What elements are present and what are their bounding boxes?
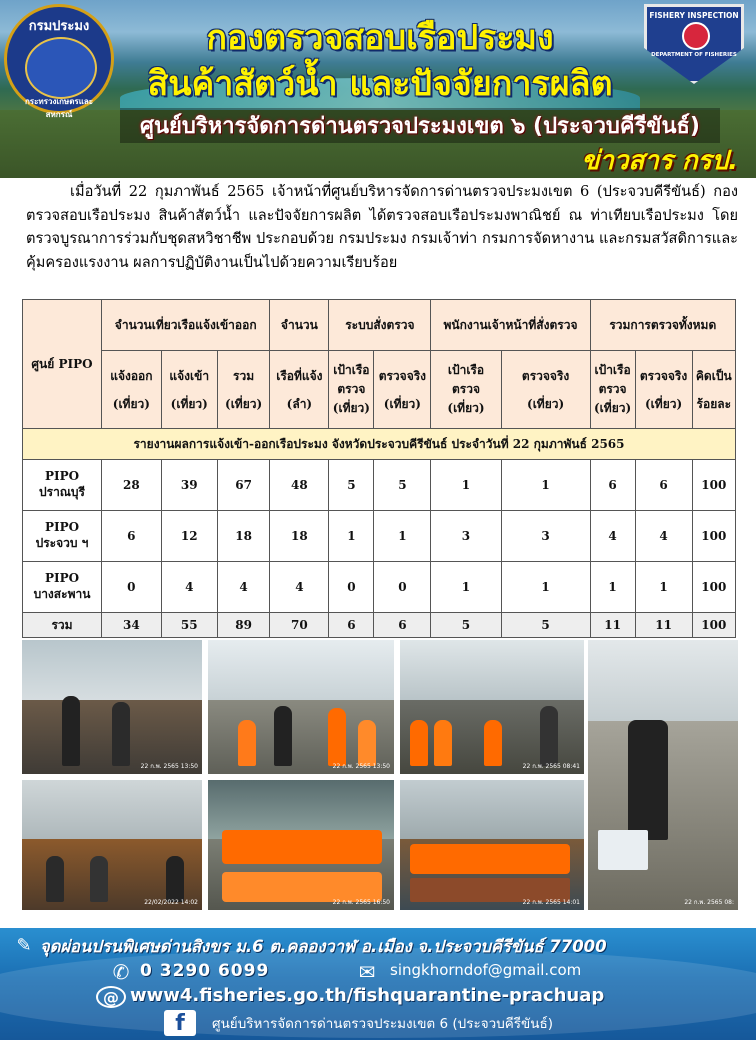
col-in: แจ้งเข้า (เที่ยว) <box>161 351 217 429</box>
cell: 6 <box>102 511 162 562</box>
photo-stamp: 22 ก.พ. 2565 08: <box>684 899 734 906</box>
photo-stamp: 22 ก.พ. 2565 08:41 <box>522 763 580 770</box>
cell: 100 <box>692 460 735 511</box>
logo-right-top-text: FISHERY INSPECTION <box>649 11 739 20</box>
table-row <box>23 562 736 613</box>
table-sum-row <box>23 613 736 638</box>
cell: 5 <box>374 460 431 511</box>
facebook-icon: f <box>164 1010 196 1036</box>
header-banner <box>0 0 756 178</box>
cell: 100 <box>692 511 735 562</box>
logo-left-subtext: กระทรวงเกษตรและสหกรณ์ <box>24 97 94 119</box>
anchor-icon <box>682 22 710 50</box>
row-center: PIPO ประจวบ ฯ <box>23 511 102 562</box>
address-text: จุดผ่อนปรนพิเศษด่านสิงขร ม.6 ต.คลองวาฬ อ.เมือง จ.ประจวบคีรีขันธ์ 77000 <box>40 937 607 956</box>
table-title: รายงานผลการแจ้งเข้า-ออกเรือประมง จังหวัดประจวบคีรีขันธ์ ประจำวันที่ 22 กุมภาพันธ์ 2565 <box>23 429 736 460</box>
cell: 1 <box>431 562 501 613</box>
cell: 39 <box>161 460 217 511</box>
cell: 1 <box>501 562 590 613</box>
cell: 3 <box>501 511 590 562</box>
group-trips: จำนวนเที่ยวเรือแจ้งเข้าออก <box>102 300 270 351</box>
photo <box>588 640 738 910</box>
cell: 11 <box>635 613 692 638</box>
col-staff-target: เป้าเรือ ตรวจ (เที่ยว) <box>431 351 501 429</box>
report-table <box>22 299 736 638</box>
photo <box>22 780 202 910</box>
photo-stamp: 22 ก.พ. 2565 13:50 <box>140 763 198 770</box>
sum-label: รวม <box>23 613 102 638</box>
cell: 1 <box>374 511 431 562</box>
website-link[interactable]: www4.fisheries.go.th/fishquarantine-prachuap <box>130 985 605 1006</box>
news-paragraph: เมื่อวันที่ 22 กุมภาพันธ์ 2565 เจ้าหน้าที่ศูนย์บริหารจัดการด่านตรวจประมงเขต 6 (ประจวบคีรีขันธ์) กองตรวจสอบเรือประมง สินค้าสัตว์น้ำ และปัจจัยการผลิต ได้ตรวจสอบเรือประมงพาณิชย์ ณ ท่าเทียบเรือประมง โดยตรวจบูรณาการร่วมกับชุดสหวิชาชีพ ประกอบด้วย กรมประมง กรมเจ้าท่า กรมการจัดหางาน และกรมสวัสดิการและคุ้มครองแรงงาน ผลการปฏิบัติงานเป็นไปด้วยความเรียบร้อย <box>26 183 738 271</box>
cell: 5 <box>329 460 374 511</box>
cell: 5 <box>431 613 501 638</box>
map-pin-icon: ✎ <box>16 934 32 956</box>
group-order: ระบบสั่งตรวจ <box>329 300 431 351</box>
cell: 1 <box>329 511 374 562</box>
cell: 0 <box>329 562 374 613</box>
cell: 0 <box>102 562 162 613</box>
cell: 34 <box>102 613 162 638</box>
cell: 4 <box>270 562 329 613</box>
title-line-2: สินค้าสัตว์น้ำ และปัจจัยการผลิต <box>147 64 613 104</box>
cell: 18 <box>270 511 329 562</box>
col-out: แจ้งออก (เที่ยว) <box>102 351 162 429</box>
cell: 5 <box>501 613 590 638</box>
title-line-3: ศูนย์บริหารจัดการด่านตรวจประมงเขต ๖ (ประจวบคีรีขันธ์) <box>120 108 720 143</box>
group-count: จำนวน <box>270 300 329 351</box>
table-row <box>23 460 736 511</box>
logo-right-bottom-text: DEPARTMENT OF FISHERIES <box>651 52 737 58</box>
cell: 70 <box>270 613 329 638</box>
emblem-icon <box>25 37 97 99</box>
facebook-page-text[interactable]: ศูนย์บริหารจัดการด่านตรวจประมงเขต 6 (ประจวบคีรีขันธ์) <box>212 1016 554 1032</box>
department-of-fisheries-logo <box>4 4 114 119</box>
photo <box>400 640 584 774</box>
col-order-target: เป้าเรือ ตรวจ (เที่ยว) <box>329 351 374 429</box>
photo <box>208 640 394 774</box>
cell: 4 <box>217 562 270 613</box>
logo-left-text: กรมประมง <box>28 19 90 34</box>
cell: 0 <box>374 562 431 613</box>
footer-contact <box>0 928 756 1040</box>
table-row <box>23 511 736 562</box>
cell: 55 <box>161 613 217 638</box>
photo-stamp: 22 ก.พ. 2565 14:01 <box>522 899 580 906</box>
cell: 67 <box>217 460 270 511</box>
cell: 11 <box>590 613 635 638</box>
cell: 89 <box>217 613 270 638</box>
cell: 4 <box>590 511 635 562</box>
photo-stamp: 22 ก.พ. 2565 16:50 <box>332 899 390 906</box>
cell: 6 <box>329 613 374 638</box>
photo <box>208 780 394 910</box>
photo-stamp: 22/02/2022 14:02 <box>144 899 198 906</box>
cell: 6 <box>590 460 635 511</box>
email-text: singkhorndof@gmail.com <box>390 961 582 979</box>
col-percent: คิดเป็น ร้อยละ <box>692 351 735 429</box>
col-sum: รวม (เที่ยว) <box>217 351 270 429</box>
col-boats: เรือที่แจ้ง (ลำ) <box>270 351 329 429</box>
cell: 12 <box>161 511 217 562</box>
photo-stamp: 22 ก.พ. 2565 13:50 <box>332 763 390 770</box>
col-staff-actual: ตรวจจริง (เที่ยว) <box>501 351 590 429</box>
cell: 28 <box>102 460 162 511</box>
title-line-1: กองตรวจสอบเรือประมง <box>206 18 554 58</box>
cell: 1 <box>635 562 692 613</box>
row-center: PIPO ปราณบุรี <box>23 460 102 511</box>
cell: 1 <box>590 562 635 613</box>
photo <box>22 640 202 774</box>
cell: 6 <box>635 460 692 511</box>
cell: 100 <box>692 613 735 638</box>
phone-text: 0 3290 6099 <box>140 961 270 981</box>
cell: 4 <box>635 511 692 562</box>
cell: 6 <box>374 613 431 638</box>
cell: 4 <box>161 562 217 613</box>
col-total-target: เป้าเรือ ตรวจ (เที่ยว) <box>590 351 635 429</box>
group-total: รวมการตรวจทั้งหมด <box>590 300 735 351</box>
email-icon: ✉ <box>358 960 376 984</box>
cell: 100 <box>692 562 735 613</box>
cell: 1 <box>431 460 501 511</box>
cell: 3 <box>431 511 501 562</box>
cell: 1 <box>501 460 590 511</box>
col-total-actual: ตรวจจริง (เที่ยว) <box>635 351 692 429</box>
globe-icon: @ <box>96 986 126 1008</box>
phone-icon: ✆ <box>112 960 130 984</box>
photo-grid <box>22 640 738 916</box>
group-staff: พนักงานเจ้าหน้าที่สั่งตรวจ <box>431 300 590 351</box>
news-tag: ข่าวสาร กรป. <box>581 146 738 176</box>
col-center: ศูนย์ PIPO <box>23 300 102 429</box>
row-center: PIPO บางสะพาน <box>23 562 102 613</box>
cell: 18 <box>217 511 270 562</box>
photo <box>400 780 584 910</box>
col-order-actual: ตรวจจริง (เที่ยว) <box>374 351 431 429</box>
cell: 48 <box>270 460 329 511</box>
